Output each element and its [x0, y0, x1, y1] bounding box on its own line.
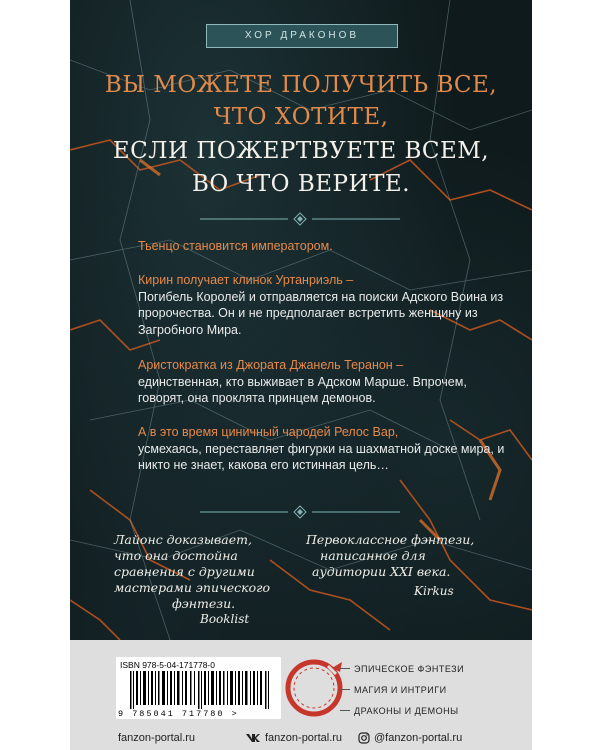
genre-item: ЭПИЧЕСКОЕ ФЭНТЕЗИ — [340, 658, 520, 679]
footer-panel — [70, 640, 532, 750]
barcode-bars — [130, 671, 270, 709]
blurb-body-3: единственная, кто выживает в Адском Марше. Впрочем, говорят, она проклята принцем демонов. — [138, 374, 467, 405]
quote-line: фэнтези. — [172, 596, 236, 611]
headline-line-4: ВО ЧТО ВЕРИТЕ. — [191, 171, 411, 197]
ornament-divider-bottom — [200, 505, 400, 519]
quote-source-kirkus: Kirkus — [414, 584, 454, 598]
blurb-lead-3: Аристократка из Джората Джанель Теранон – — [138, 358, 404, 372]
blurb-paragraph-3 — [138, 357, 508, 407]
website-text: fanzon-portal.ru — [118, 732, 196, 744]
ouroboros-logo-icon — [280, 654, 348, 722]
barcode-digits: 9 785041 717780 > — [118, 709, 239, 719]
ornament-divider — [200, 212, 400, 226]
genre-item: МАГИЯ И ИНТРИГИ — [340, 679, 520, 700]
barcode — [116, 657, 281, 719]
quote-line: аудитории XXI века. — [312, 564, 451, 579]
blurb-paragraph-2 — [138, 272, 508, 338]
quote-line: мастерами эпического — [114, 580, 271, 595]
blurb-lead-2: Кирин получает клинок Уртанриэль – — [138, 273, 354, 287]
quote-line: Лайонс доказывает, — [114, 532, 252, 547]
blurb-paragraph-4 — [138, 424, 508, 474]
quote-booklist — [114, 532, 304, 612]
back-cover — [70, 0, 532, 750]
blurb-body-4: усмехаясь, переставляет фигурки на шахматной доске мира, и никто не знает, какова его истинная цель… — [138, 441, 505, 472]
instagram-icon — [358, 732, 370, 744]
headline-line-2: ЧТО ХОТИТЕ, — [213, 104, 389, 130]
quote-line: сравнения с другими — [114, 564, 255, 579]
isbn-label: ISBN 978-5-04-171778-0 — [120, 660, 215, 670]
genre-item: ДРАКОНЫ И ДЕМОНЫ — [340, 700, 520, 721]
instagram-text: @fanzon-portal.ru — [374, 732, 463, 744]
quote-kirkus — [306, 532, 506, 580]
vk-text: fanzon-portal.ru — [265, 732, 343, 744]
vk-icon — [245, 733, 261, 743]
quote-line: что она достойна — [114, 548, 238, 563]
website-link[interactable] — [118, 732, 195, 744]
quote-line: Первоклассное фэнтези, — [306, 532, 475, 547]
blurb-body-2: Погибель Королей и отправляется на поиски Адского Воина из пророчества. Он и не предполагает встретить женщину из Загробного Мира. — [138, 289, 504, 337]
genre-list — [340, 658, 520, 721]
vk-link[interactable] — [245, 732, 342, 744]
headline-line-1: ВЫ МОЖЕТЕ ПОЛУЧИТЬ ВСЕ, — [104, 72, 498, 98]
headline-line-3: ЕСЛИ ПОЖЕРТВУЕТЕ ВСЕМ, — [112, 138, 490, 164]
publisher-links — [70, 732, 532, 748]
blurb-paragraph-1 — [138, 238, 508, 255]
blurb-lead-1: Тьенцо становится императором. — [138, 239, 333, 253]
instagram-link[interactable] — [358, 732, 462, 744]
series-banner: ХОР ДРАКОНОВ — [206, 24, 398, 48]
quote-line: написанное для — [320, 548, 426, 563]
blurb-lead-4: А в это время циничный чародей Релос Вар, — [138, 425, 399, 439]
quote-source-booklist: Booklist — [200, 612, 250, 626]
